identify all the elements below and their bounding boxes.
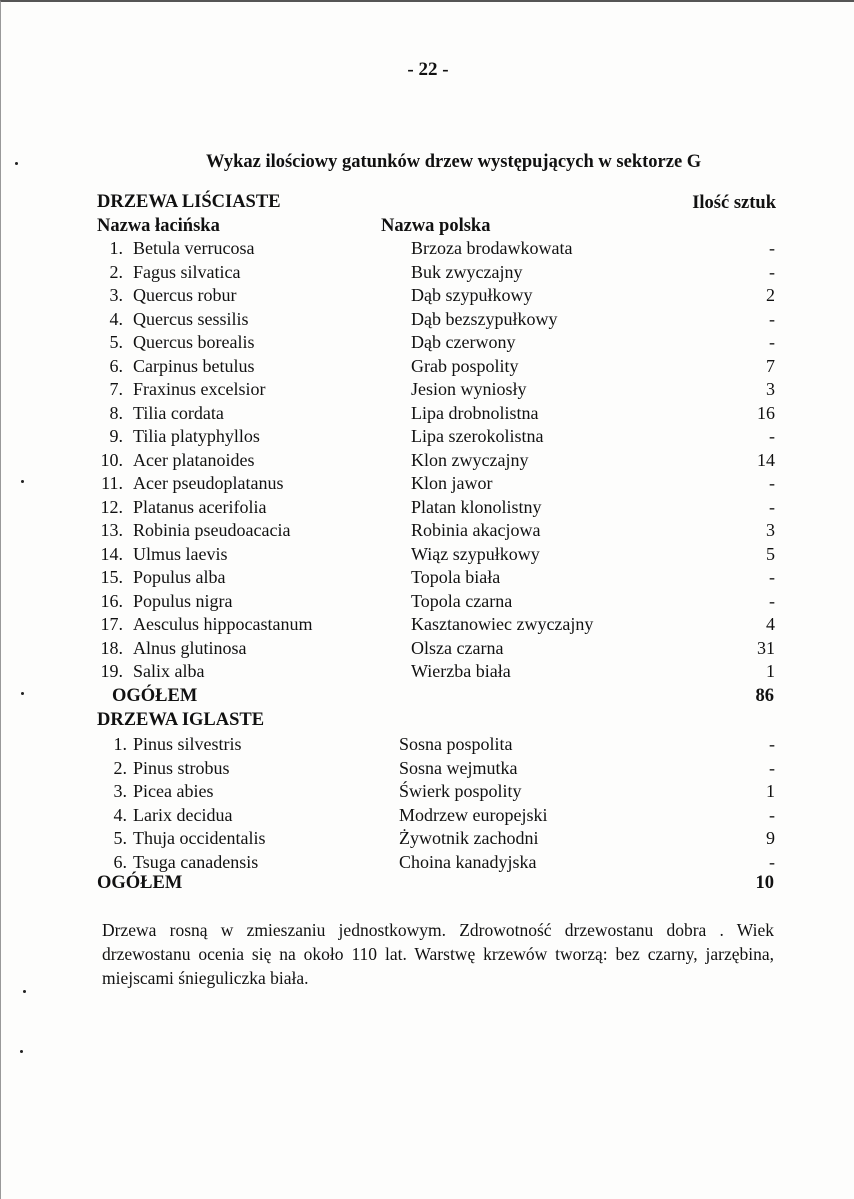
quantity: - — [769, 426, 775, 446]
quantity: 2 — [766, 285, 775, 305]
row-number: 15. — [100, 567, 123, 587]
table-row — [1, 402, 854, 426]
polish-name: Dąb szypułkowy — [411, 285, 533, 305]
row-number: 14. — [100, 543, 123, 564]
quantity: 4 — [766, 614, 775, 634]
row-number: 10. — [100, 449, 123, 470]
row-number: 16. — [100, 590, 123, 611]
table-row — [1, 261, 854, 285]
quantity-header: Ilość sztuk — [692, 193, 776, 213]
table-row — [1, 637, 854, 661]
quantity: 7 — [766, 355, 775, 376]
polish-name: Jesion wyniosły — [411, 379, 527, 399]
scan-speck — [21, 692, 24, 695]
latin-name: Pinus strobus — [133, 757, 230, 778]
latin-name: Populus nigra — [133, 590, 233, 611]
quantity: - — [769, 851, 775, 872]
row-number: 2. — [113, 757, 127, 778]
quantity: 14 — [757, 449, 775, 470]
row-number: 12. — [100, 496, 123, 517]
table-row — [1, 496, 854, 520]
polish-name: Grab pospolity — [411, 355, 519, 376]
polish-name: Platan klonolistny — [411, 496, 542, 517]
quantity: 1 — [766, 661, 775, 681]
row-number: 11. — [101, 473, 123, 493]
quantity: - — [769, 308, 775, 329]
row-number: 19. — [100, 661, 123, 681]
quantity: - — [769, 757, 775, 778]
latin-name: Tilia platyphyllos — [133, 426, 260, 446]
latin-name: Quercus sessilis — [133, 308, 249, 329]
row-number: 5. — [113, 828, 127, 848]
polish-name: Żywotnik zachodni — [399, 828, 539, 848]
table-row — [1, 543, 854, 567]
latin-name-header: Nazwa łacińska — [97, 216, 220, 236]
polish-name: Klon zwyczajny — [411, 449, 529, 470]
latin-name: Acer pseudoplatanus — [133, 473, 284, 493]
latin-name: Platanus acerifolia — [133, 496, 267, 517]
table-row — [1, 425, 854, 449]
table-row — [1, 733, 854, 757]
latin-name: Salix alba — [133, 661, 205, 681]
quantity: - — [769, 804, 775, 825]
quantity: 9 — [766, 828, 775, 848]
table-row — [1, 519, 854, 543]
table-row — [1, 378, 854, 402]
table-row — [1, 449, 854, 473]
row-number: 7. — [109, 379, 123, 399]
quantity: - — [769, 567, 775, 587]
latin-name: Fraxinus excelsior — [133, 379, 266, 399]
row-number: 4. — [109, 308, 123, 329]
latin-name: Larix decidua — [133, 804, 233, 825]
latin-name: Ulmus laevis — [133, 543, 228, 564]
polish-name: Kasztanowiec zwyczajny — [411, 614, 594, 634]
quantity: 3 — [766, 520, 775, 540]
deciduous-heading: DRZEWA LIŚCIASTE — [97, 192, 281, 212]
polish-name: Dąb bezszypułkowy — [411, 308, 558, 329]
latin-name: Alnus glutinosa — [133, 637, 247, 658]
coniferous-total-label: OGÓŁEM — [97, 873, 183, 893]
row-number: 1. — [109, 238, 123, 258]
quantity: - — [769, 734, 775, 754]
table-row — [1, 566, 854, 590]
quantity: - — [769, 473, 775, 493]
quantity: 16 — [757, 402, 775, 423]
quantity: - — [769, 590, 775, 611]
table-row — [1, 613, 854, 637]
latin-name: Carpinus betulus — [133, 355, 255, 376]
polish-name: Choina kanadyjska — [399, 851, 537, 872]
latin-name: Picea abies — [133, 781, 214, 801]
latin-name: Populus alba — [133, 567, 226, 587]
latin-name: Tilia cordata — [133, 402, 224, 423]
quantity: - — [769, 496, 775, 517]
deciduous-total-label: OGÓŁEM — [112, 686, 198, 706]
latin-name: Thuja occidentalis — [133, 828, 266, 848]
deciduous-table — [1, 237, 854, 684]
coniferous-table — [1, 733, 854, 874]
row-number: 6. — [113, 851, 127, 872]
quantity: - — [769, 261, 775, 282]
scan-speck — [20, 1050, 23, 1053]
row-number: 13. — [100, 520, 123, 540]
coniferous-total-value: 10 — [755, 873, 774, 893]
quantity: 31 — [757, 637, 775, 658]
polish-name: Brzoza brodawkowata — [411, 238, 573, 258]
deciduous-total-value: 86 — [755, 686, 774, 706]
table-row — [1, 472, 854, 496]
polish-name: Klon jawor — [411, 473, 493, 493]
latin-name: Tsuga canadensis — [133, 851, 259, 872]
row-number: 3. — [109, 285, 123, 305]
polish-name: Olsza czarna — [411, 637, 504, 658]
table-row — [1, 237, 854, 261]
polish-name: Dąb czerwony — [411, 332, 516, 352]
table-row — [1, 308, 854, 332]
polish-name: Wierzba biała — [411, 661, 511, 681]
polish-name: Robinia akacjowa — [411, 520, 541, 540]
scan-speck — [23, 990, 26, 993]
latin-name: Acer platanoides — [133, 449, 255, 470]
row-number: 2. — [109, 261, 123, 282]
latin-name: Aesculus hippocastanum — [133, 614, 313, 634]
table-row — [1, 757, 854, 781]
polish-name: Świerk pospolity — [399, 781, 522, 801]
row-number: 17. — [100, 614, 123, 634]
scan-speck — [15, 162, 18, 165]
polish-name: Sosna wejmutka — [399, 757, 518, 778]
polish-name: Buk zwyczajny — [411, 261, 523, 282]
latin-name: Pinus silvestris — [133, 734, 242, 754]
row-number: 4. — [113, 804, 127, 825]
page-number: - 22 - — [407, 59, 449, 80]
page-title: Wykaz ilościowy gatunków drzew występujących w sektorze G — [206, 152, 702, 172]
latin-name: Quercus borealis — [133, 332, 255, 352]
table-row — [1, 851, 854, 875]
table-row — [1, 827, 854, 851]
table-row — [1, 780, 854, 804]
row-number: 8. — [109, 402, 123, 423]
scan-speck — [21, 480, 24, 483]
row-number: 1. — [113, 734, 127, 754]
coniferous-heading: DRZEWA IGLASTE — [97, 710, 265, 730]
polish-name: Lipa drobnolistna — [411, 402, 539, 423]
table-row — [1, 331, 854, 355]
polish-name: Lipa szerokolistna — [411, 426, 544, 446]
polish-name: Wiąz szypułkowy — [411, 543, 540, 564]
latin-name: Betula verrucosa — [133, 238, 255, 258]
row-number: 3. — [113, 781, 127, 801]
latin-name: Quercus robur — [133, 285, 237, 305]
table-row — [1, 284, 854, 308]
polish-name: Modrzew europejski — [399, 804, 548, 825]
row-number: 9. — [109, 426, 123, 446]
latin-name: Fagus silvatica — [133, 261, 241, 282]
row-number: 6. — [109, 355, 123, 376]
table-row — [1, 804, 854, 828]
quantity: - — [769, 238, 775, 258]
table-row — [1, 660, 854, 684]
quantity: 5 — [766, 543, 775, 564]
latin-name: Robinia pseudoacacia — [133, 520, 291, 540]
quantity: 1 — [766, 781, 775, 801]
quantity: - — [769, 332, 775, 352]
polish-name: Topola biała — [411, 567, 501, 587]
row-number: 18. — [100, 637, 123, 658]
table-row — [1, 590, 854, 614]
quantity: 3 — [766, 379, 775, 399]
polish-name: Topola czarna — [411, 590, 513, 611]
table-row — [1, 355, 854, 379]
description-paragraph: Drzewa rosną w zmieszaniu jednostkowym. Zdrowotność drzewostanu dobra . Wiek drzewostanu ocenia się na około 110 lat. Warstwę krzewów tworzą: bez czarny, jarzębina, miejscami śnieguliczka biała. — [102, 920, 774, 988]
polish-name: Sosna pospolita — [399, 734, 513, 754]
polish-name-header: Nazwa polska — [381, 216, 491, 236]
row-number: 5. — [109, 332, 123, 352]
